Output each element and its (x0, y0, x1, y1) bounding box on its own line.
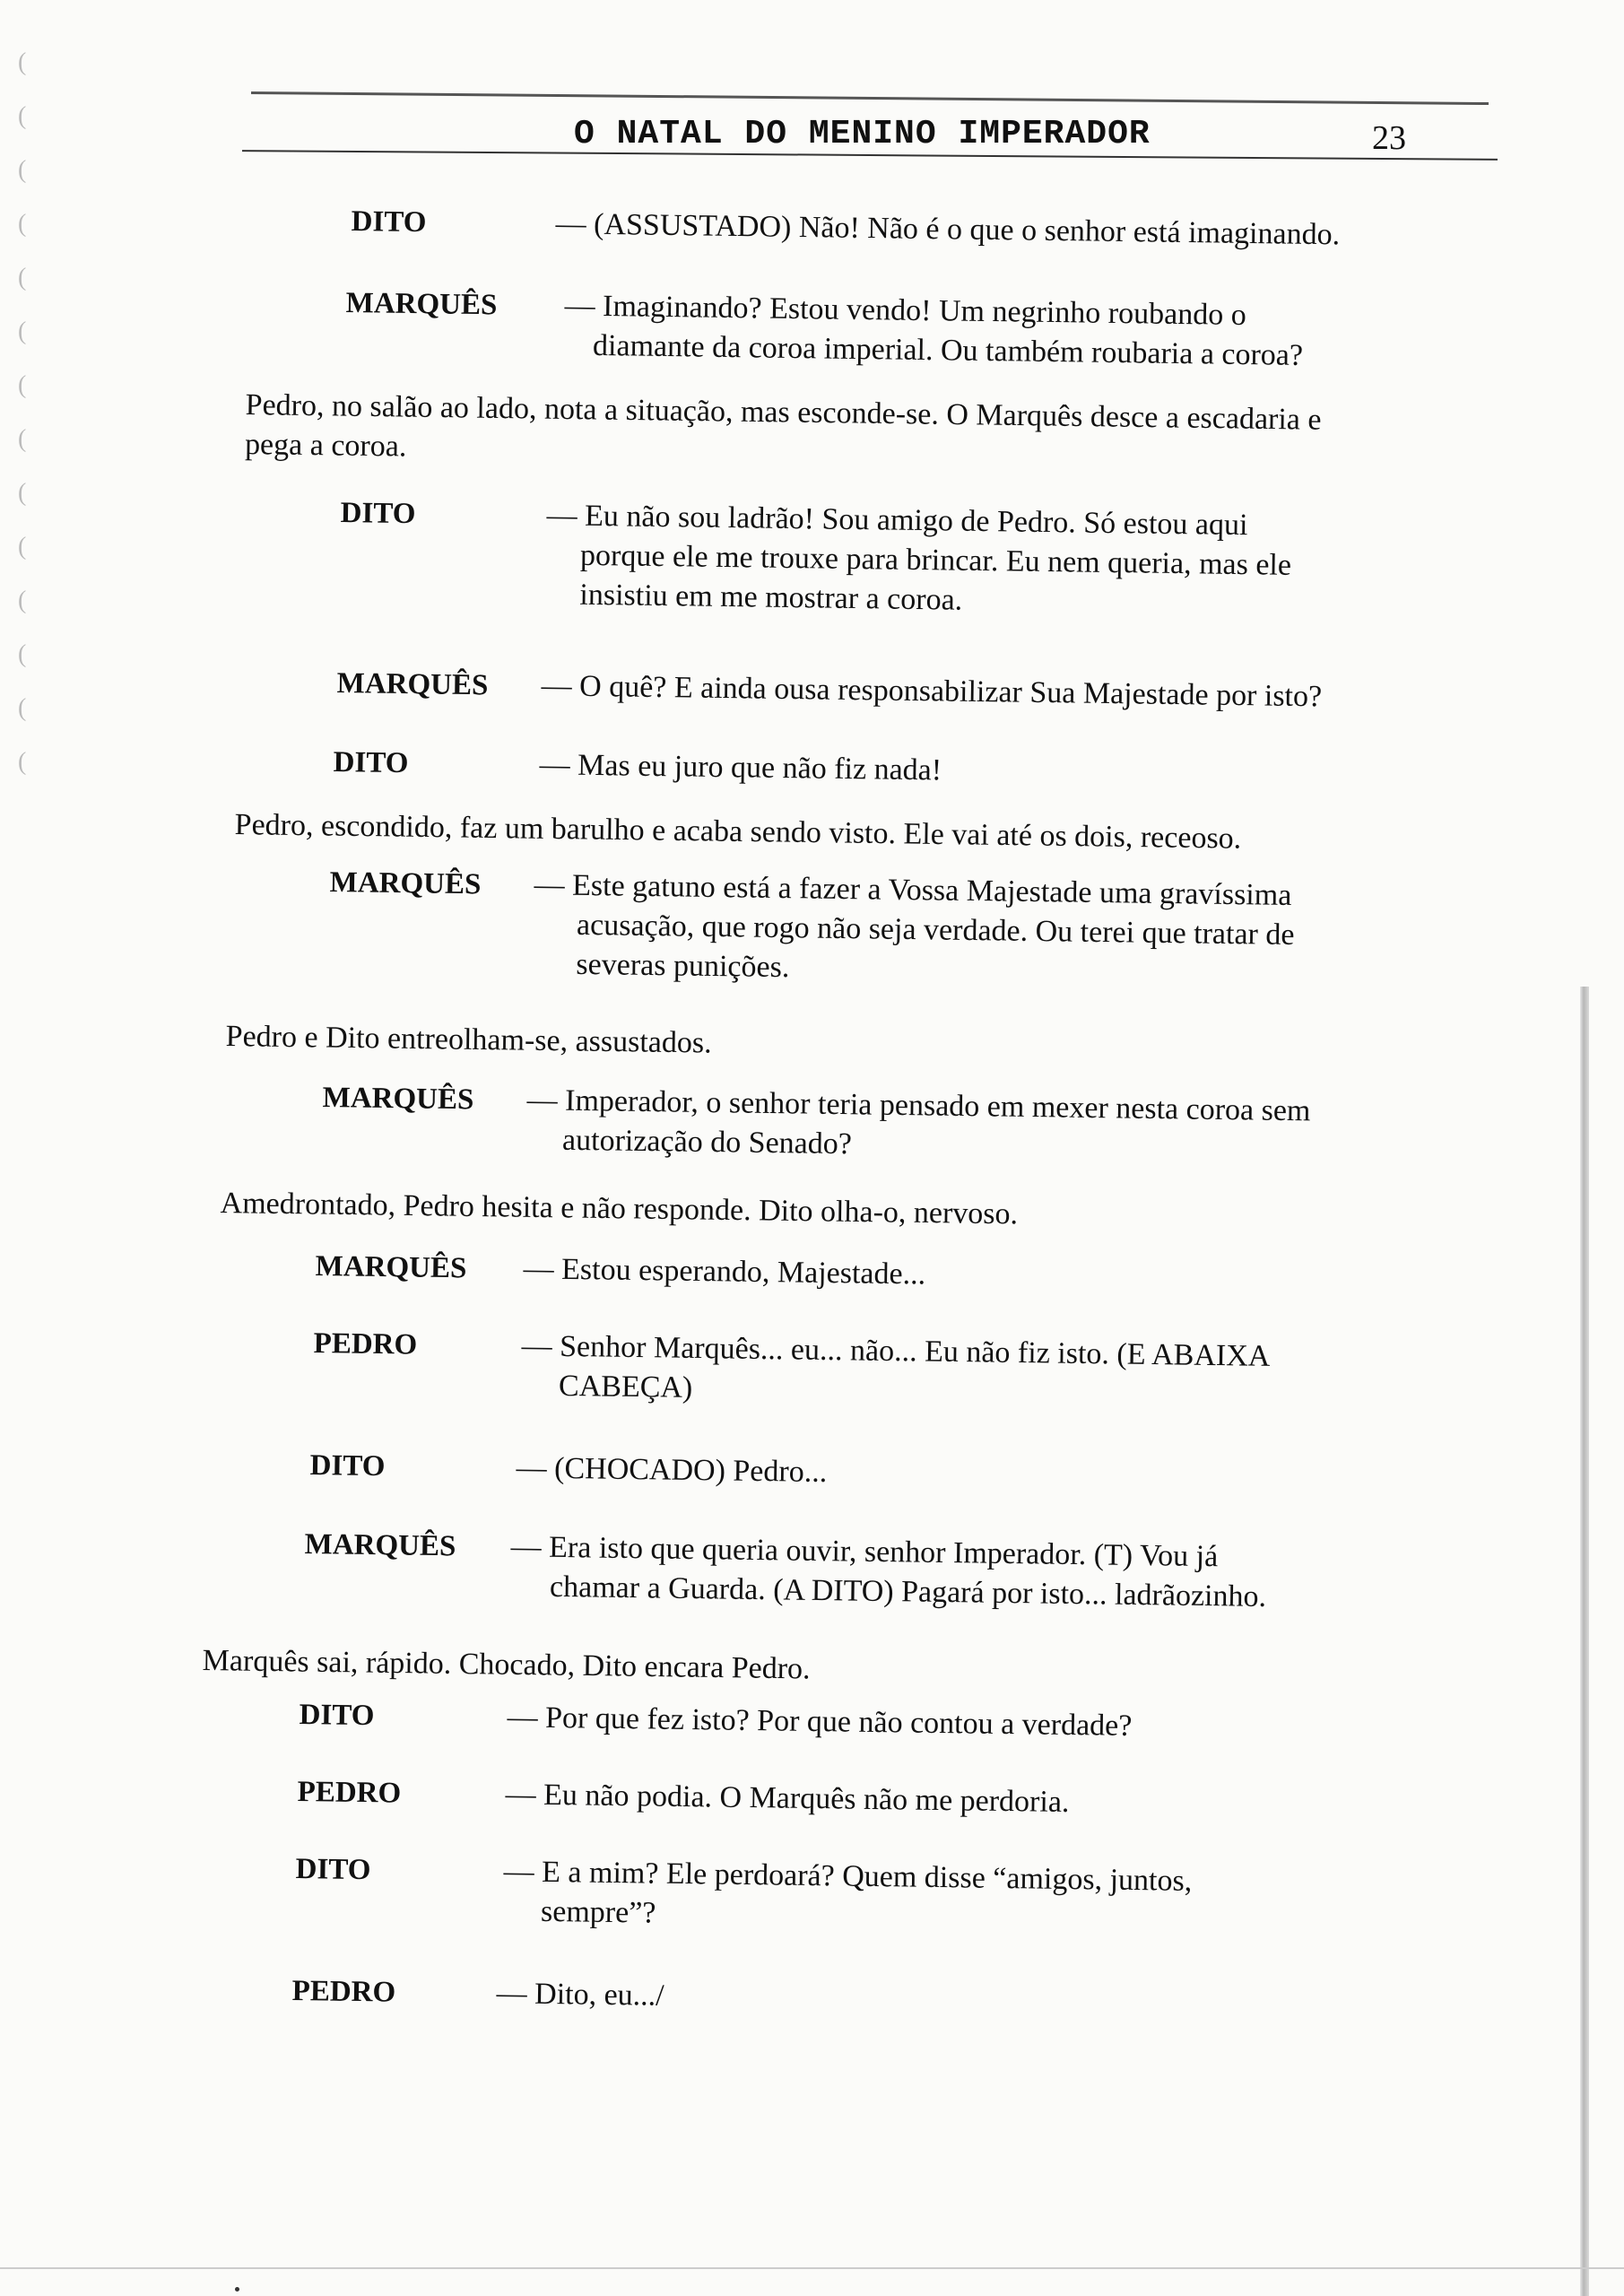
stage-direction (225, 1017, 1301, 1072)
speech-text (541, 666, 1403, 718)
dialogue-line (333, 743, 1320, 787)
scan-bottom-rule (0, 2267, 1624, 2269)
speech-line: — Imperador, o senhor teria pensado em mexer nesta coroa sem (526, 1083, 1311, 1128)
stage-direction (202, 1641, 1278, 1696)
speech-text (496, 1974, 1268, 2024)
speech-line: — Este gatuno está a fazer a Vossa Majestade uma gravíssima (534, 868, 1292, 912)
speaker-name: MARQUÊS (315, 1249, 467, 1285)
speech-line: severas punições. (576, 947, 790, 985)
speech-line: acusação, que rogo não seja verdade. Ou terei que tratar de (576, 908, 1295, 952)
speaker-name: DITO (309, 1448, 386, 1483)
scan-margin-marks: ( ( ( ( ( ( ( ( ( ( ( ( ( ( (18, 48, 27, 776)
dialogue-line (295, 1849, 1390, 1930)
speech-line: — Por que fez isto? Por que não contou a verdade? (507, 1700, 1133, 1743)
speech-line: sempre”? (540, 1894, 656, 1930)
speech-text (555, 204, 1381, 256)
speech-text (507, 1698, 1279, 1748)
dialogue-line (345, 283, 1395, 372)
speech-line: CABEÇA) (558, 1369, 693, 1405)
speaker-name: DITO (299, 1698, 375, 1733)
page-number: 23 (1372, 119, 1406, 157)
direction-line: pega a coroa. (244, 427, 407, 464)
speech-text (523, 1249, 1295, 1300)
speech-text (526, 1081, 1397, 1172)
speech-text (564, 286, 1390, 377)
speaker-name: MARQUÊS (304, 1527, 456, 1563)
speaker-name: MARQUÊS (345, 286, 498, 322)
speech-text (510, 1527, 1394, 1619)
direction-line: Pedro, escondido, faz um barulho e acaba sendo visto. Ele vai até os dois, receoso. (234, 807, 1242, 856)
speech-text (533, 865, 1404, 996)
stage-direction (245, 386, 1403, 481)
speaker-name: DITO (333, 745, 409, 780)
speaker-name: MARQUÊS (329, 865, 482, 901)
dialogue-line (336, 664, 1404, 714)
dialogue-line (329, 863, 1406, 985)
speech-text (521, 1326, 1392, 1418)
dialogue-line (351, 202, 1383, 252)
stage-direction (220, 1184, 1385, 1239)
speech-line: — Eu não sou ladrão! Sou amigo de Pedro. Só estou aqui (546, 499, 1248, 543)
dialogue-line (340, 493, 1399, 617)
speaker-name: DITO (340, 496, 416, 531)
dialogue-line (304, 1525, 1399, 1613)
speech-line: — (CHOCADO) Pedro... (516, 1451, 828, 1490)
speech-text (505, 1775, 1277, 1825)
speech-line: — (ASSUSTADO) Não! Não é o que o senhor está imaginando. (555, 207, 1341, 252)
speech-line: — Era isto que queria ouvir, senhor Imperador. (T) Vou já (510, 1530, 1219, 1574)
scan-dot-mark (235, 2287, 239, 2292)
scan-edge-shadow (1580, 987, 1589, 2296)
speech-text (539, 745, 1311, 796)
dialogue-line (299, 1695, 1286, 1743)
speaker-name: DITO (295, 1852, 371, 1887)
direction-line: Amedrontado, Pedro hesita e não responde. Dito olha-o, nervoso. (220, 1186, 1019, 1231)
speech-line: chamar a Guarda. (A DITO) Pagará por isto... ladrãozinho. (549, 1570, 1267, 1613)
speaker-name: DITO (351, 204, 427, 239)
direction-line: Pedro e Dito entreolham-se, assustados. (225, 1019, 712, 1060)
speaker-name: MARQUÊS (336, 666, 489, 702)
dialogue-line (309, 1446, 1297, 1490)
speech-line: — Dito, eu.../ (496, 1977, 664, 2013)
speech-text (503, 1852, 1383, 1944)
speech-line: autorização do Senado? (561, 1123, 853, 1161)
speaker-name: PEDRO (297, 1775, 402, 1810)
stage-direction (234, 805, 1400, 861)
speech-line: — O quê? E ainda ousa responsabilizar Sua Majestade por isto? (541, 669, 1323, 714)
direction-line: Marquês sai, rápido. Chocado, Dito encara Pedro. (202, 1643, 811, 1686)
speaker-name: MARQUÊS (322, 1081, 474, 1117)
speech-line: — Senhor Marquês... eu... não... Eu não fiz isto. (E ABAIXA (521, 1329, 1271, 1373)
speech-line: diamante da coroa imperial. Ou também roubaria a coroa? (592, 328, 1304, 372)
speech-text (516, 1448, 1288, 1499)
speaker-name: PEDRO (291, 1974, 396, 2009)
speech-line: — Eu não podia. O Marquês não me perdoria. (505, 1778, 1070, 1820)
speech-line: porque ele me trouxe para brincar. Eu nem queria, mas ele (579, 538, 1292, 582)
dialogue-line (291, 1971, 1279, 2013)
speech-line: — Mas eu juro que não fiz nada! (539, 748, 942, 787)
dialogue-line (322, 1078, 1399, 1161)
speech-line: — Estou esperando, Majestade... (523, 1252, 926, 1292)
direction-line: Pedro, no salão ao lado, nota a situação, mas esconde-se. O Marquês desce a escadaria e (245, 387, 1322, 437)
running-title: O NATAL DO MENINO IMPERADOR (574, 115, 1151, 153)
speech-text (545, 496, 1399, 626)
dialogue-line (313, 1324, 1399, 1405)
speaker-name: PEDRO (313, 1326, 418, 1361)
speech-line: — E a mim? Ele perdoará? Quem disse “amigos, juntos, (503, 1855, 1193, 1898)
dialogue-line (315, 1247, 1302, 1292)
speech-line: insistiu em me mostrar a coroa. (579, 578, 963, 617)
speech-line: — Imaginando? Estou vendo! Um negrinho roubando o (564, 289, 1246, 333)
dialogue-line (297, 1772, 1284, 1820)
